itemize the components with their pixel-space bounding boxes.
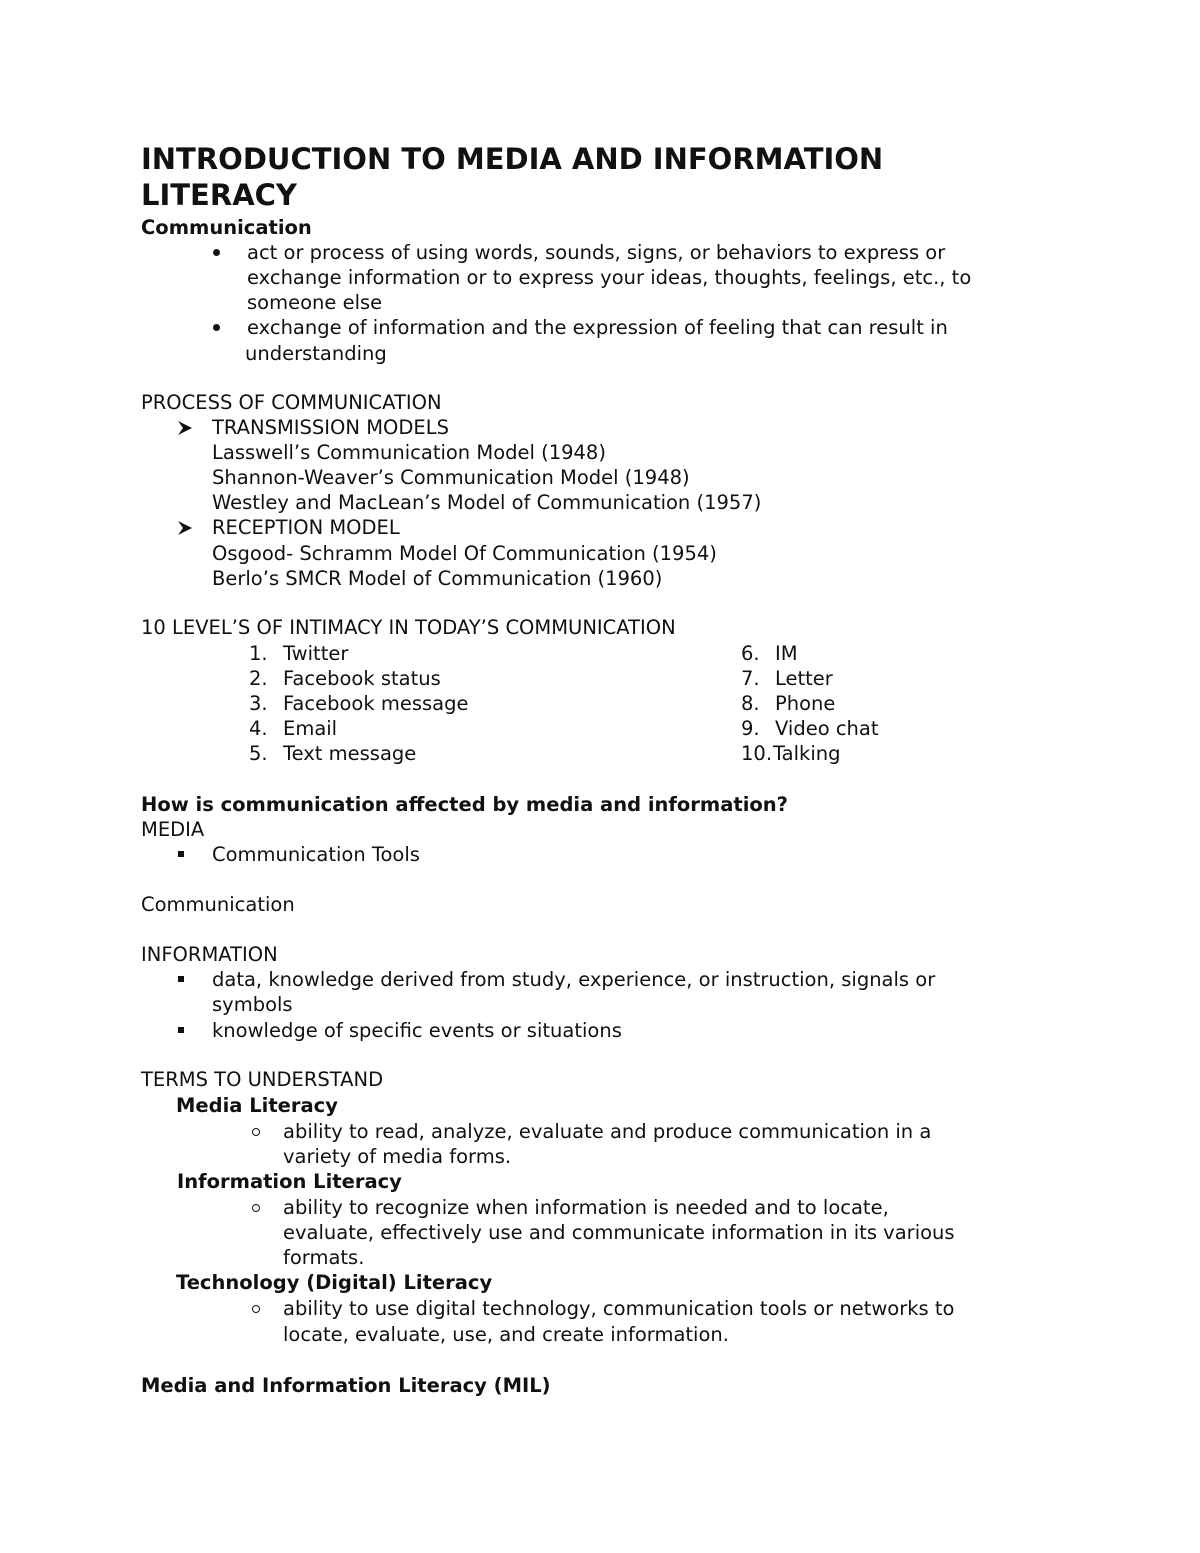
media-item: Communication Tools bbox=[212, 843, 420, 866]
intimacy-level-item: Facebook status bbox=[283, 667, 441, 690]
technology-literacy-def-line-2: locate, evaluate, use, and create information. bbox=[283, 1323, 729, 1346]
document-title-line-2: LITERACY bbox=[141, 178, 297, 212]
information-item-1-line-1: data, knowledge derived from study, experience, or instruction, signals or bbox=[212, 968, 936, 991]
transmission-models-label: TRANSMISSION MODELS bbox=[212, 416, 449, 439]
circle-bullet-icon bbox=[252, 1204, 260, 1212]
circle-bullet-icon bbox=[252, 1128, 260, 1136]
information-item-2: knowledge of specific events or situations bbox=[212, 1019, 622, 1042]
intimacy-heading: 10 LEVEL’S OF INTIMACY IN TODAY’S COMMUNICATION bbox=[141, 616, 676, 639]
intimacy-level-item: Letter bbox=[775, 667, 833, 690]
communication-def-2-line-2: understanding bbox=[245, 342, 387, 365]
arrow-bullet-icon bbox=[176, 419, 194, 437]
bullet-dot-icon bbox=[213, 324, 220, 331]
square-bullet-icon bbox=[178, 1027, 184, 1033]
reception-model-item: Osgood- Schramm Model Of Communication (1954) bbox=[212, 542, 717, 565]
intimacy-level-item: Twitter bbox=[283, 642, 349, 665]
communication-def-2-line-1: exchange of information and the expression of feeling that can result in bbox=[247, 316, 948, 339]
intimacy-level-item: Video chat bbox=[775, 717, 879, 740]
intimacy-number: 4. bbox=[249, 717, 268, 740]
affected-question: How is communication affected by media and information? bbox=[141, 793, 788, 816]
communication-def-1-line-3: someone else bbox=[247, 291, 383, 314]
communication-def-1-line-2: exchange information or to express your ideas, thoughts, feelings, etc., to bbox=[247, 266, 972, 289]
communication-label: Communication bbox=[141, 893, 295, 916]
circle-bullet-icon bbox=[252, 1305, 260, 1313]
arrow-bullet-icon bbox=[176, 519, 194, 537]
intimacy-level-item: Phone bbox=[775, 692, 836, 715]
technology-literacy-def-line-1: ability to use digital technology, communication tools or networks to bbox=[283, 1297, 955, 1320]
transmission-model-item: Lasswell’s Communication Model (1948) bbox=[212, 441, 606, 464]
square-bullet-icon bbox=[178, 851, 184, 857]
information-literacy-def-line-2: evaluate, effectively use and communicate information in its various bbox=[283, 1221, 955, 1244]
transmission-model-item: Westley and MacLean’s Model of Communication (1957) bbox=[212, 491, 762, 514]
technology-literacy-label: Technology (Digital) Literacy bbox=[176, 1271, 493, 1294]
media-label: MEDIA bbox=[141, 818, 205, 841]
information-label: INFORMATION bbox=[141, 943, 278, 966]
information-item-1-line-2: symbols bbox=[212, 993, 293, 1016]
intimacy-level-item: Email bbox=[283, 717, 338, 740]
media-literacy-def-line-1: ability to read, analyze, evaluate and produce communication in a bbox=[283, 1120, 932, 1143]
intimacy-number: 8. bbox=[741, 692, 760, 715]
reception-model-label: RECEPTION MODEL bbox=[212, 516, 400, 539]
mil-heading: Media and Information Literacy (MIL) bbox=[141, 1374, 551, 1397]
intimacy-number: 7. bbox=[741, 667, 760, 690]
intimacy-number: 5. bbox=[249, 742, 268, 765]
intimacy-level-item: Facebook message bbox=[283, 692, 469, 715]
process-heading: PROCESS OF COMMUNICATION bbox=[141, 391, 442, 414]
media-literacy-label: Media Literacy bbox=[176, 1094, 338, 1117]
information-literacy-label: Information Literacy bbox=[177, 1170, 402, 1193]
reception-model-item: Berlo’s SMCR Model of Communication (1960) bbox=[212, 567, 663, 590]
transmission-model-item: Shannon-Weaver’s Communication Model (1948) bbox=[212, 466, 690, 489]
communication-def-1-line-1: act or process of using words, sounds, signs, or behaviors to express or bbox=[247, 241, 946, 264]
information-literacy-def-line-1: ability to recognize when information is needed and to locate, bbox=[283, 1196, 889, 1219]
information-literacy-def-line-3: formats. bbox=[283, 1246, 365, 1269]
intimacy-number: 9. bbox=[741, 717, 760, 740]
intimacy-number: 6. bbox=[741, 642, 760, 665]
terms-heading: TERMS TO UNDERSTAND bbox=[141, 1068, 384, 1091]
intimacy-number: 1. bbox=[249, 642, 268, 665]
intimacy-level-item: Text message bbox=[283, 742, 417, 765]
bullet-dot-icon bbox=[213, 249, 220, 256]
intimacy-number: 3. bbox=[249, 692, 268, 715]
square-bullet-icon bbox=[178, 976, 184, 982]
intimacy-level-item: IM bbox=[775, 642, 798, 665]
intimacy-number: 10. bbox=[741, 742, 773, 765]
intimacy-level-item: Talking bbox=[773, 742, 841, 765]
media-literacy-def-line-2: variety of media forms. bbox=[283, 1145, 512, 1168]
document-title-line-1: INTRODUCTION TO MEDIA AND INFORMATION bbox=[141, 142, 884, 176]
communication-heading: Communication bbox=[141, 216, 312, 239]
intimacy-number: 2. bbox=[249, 667, 268, 690]
